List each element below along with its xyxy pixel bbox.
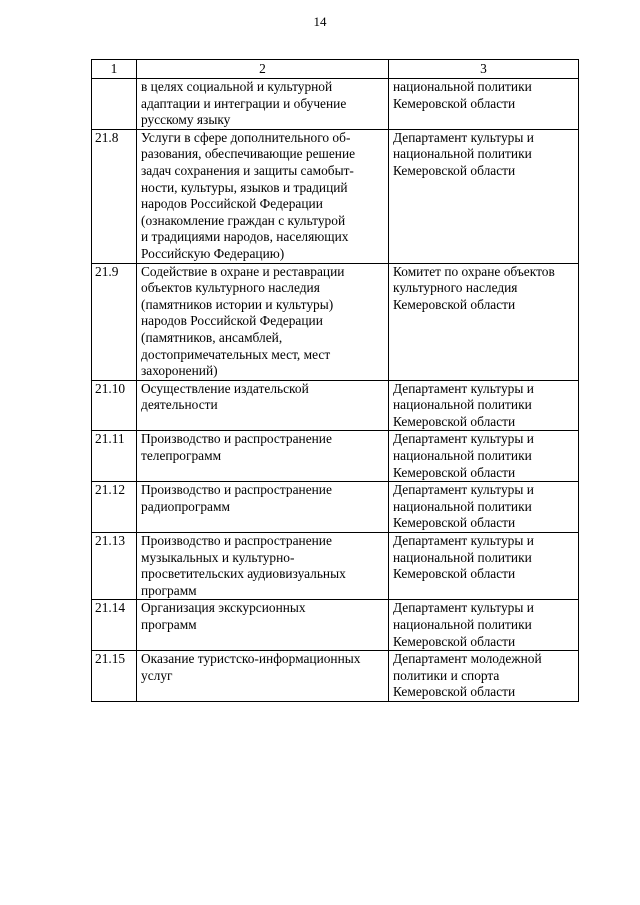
service-cell: Оказание туристско-информационных услуг [137,651,389,702]
header-row [92,60,579,79]
row-number [92,79,137,130]
table-row [92,651,579,702]
row-number: 21.11 [92,431,137,482]
row-number: 21.12 [92,482,137,533]
row-number: 21.15 [92,651,137,702]
header-col-1: 1 [92,60,137,79]
service-cell: Осуществление издательской деятельности [137,380,389,431]
authority-cell: Департамент культуры и национальной политики Кемеровской области [389,482,579,533]
authority-cell: Комитет по охране объектов культурного наследия Кемеровской области [389,263,579,380]
authority-cell: национальной политики Кемеровской области [389,79,579,130]
service-cell: Производство и распространение радиопрограмм [137,482,389,533]
header-col-2: 2 [137,60,389,79]
table-row [92,79,579,130]
service-cell: Производство и распространение телепрограмм [137,431,389,482]
table-row [92,533,579,600]
service-cell: Производство и распространение музыкальных и культурно- просветительских аудиовизуальных программ [137,533,389,600]
row-number: 21.8 [92,129,137,263]
authority-cell: Департамент культуры и национальной политики Кемеровской области [389,431,579,482]
table-row [92,263,579,380]
row-number: 21.13 [92,533,137,600]
table-row [92,129,579,263]
row-number: 21.14 [92,600,137,651]
table-row [92,600,579,651]
service-cell: Услуги в сфере дополнительного об- разования, обеспечивающие решение задач сохранения и защиты самобыт- ности, культуры, языков и традиций народов Российской Федерации (ознакомление граждан с культурой и традициями народов, населяющих Российскую Федерацию) [137,129,389,263]
service-cell: в целях социальной и культурной адаптации и интеграции и обучение русскому языку [137,79,389,130]
row-number: 21.9 [92,263,137,380]
authority-cell: Департамент культуры и национальной политики Кемеровской области [389,380,579,431]
table-row [92,380,579,431]
table-row [92,431,579,482]
authority-cell: Департамент молодежной политики и спорта Кемеровской области [389,651,579,702]
service-cell: Организация экскурсионных программ [137,600,389,651]
page-number: 14 [313,14,327,29]
table-body [92,79,579,702]
authority-cell: Департамент культуры и национальной политики Кемеровской области [389,129,579,263]
services-table [91,59,579,702]
service-cell: Содействие в охране и реставрации объектов культурного наследия (памятников истории и культуры) народов Российской Федерации (памятников, ансамблей, достопримечательных мест, мест захоронений) [137,263,389,380]
table-row [92,482,579,533]
header-col-3: 3 [389,60,579,79]
table-header [92,60,579,79]
authority-cell: Департамент культуры и национальной политики Кемеровской области [389,600,579,651]
authority-cell: Департамент культуры и национальной политики Кемеровской области [389,533,579,600]
row-number: 21.10 [92,380,137,431]
